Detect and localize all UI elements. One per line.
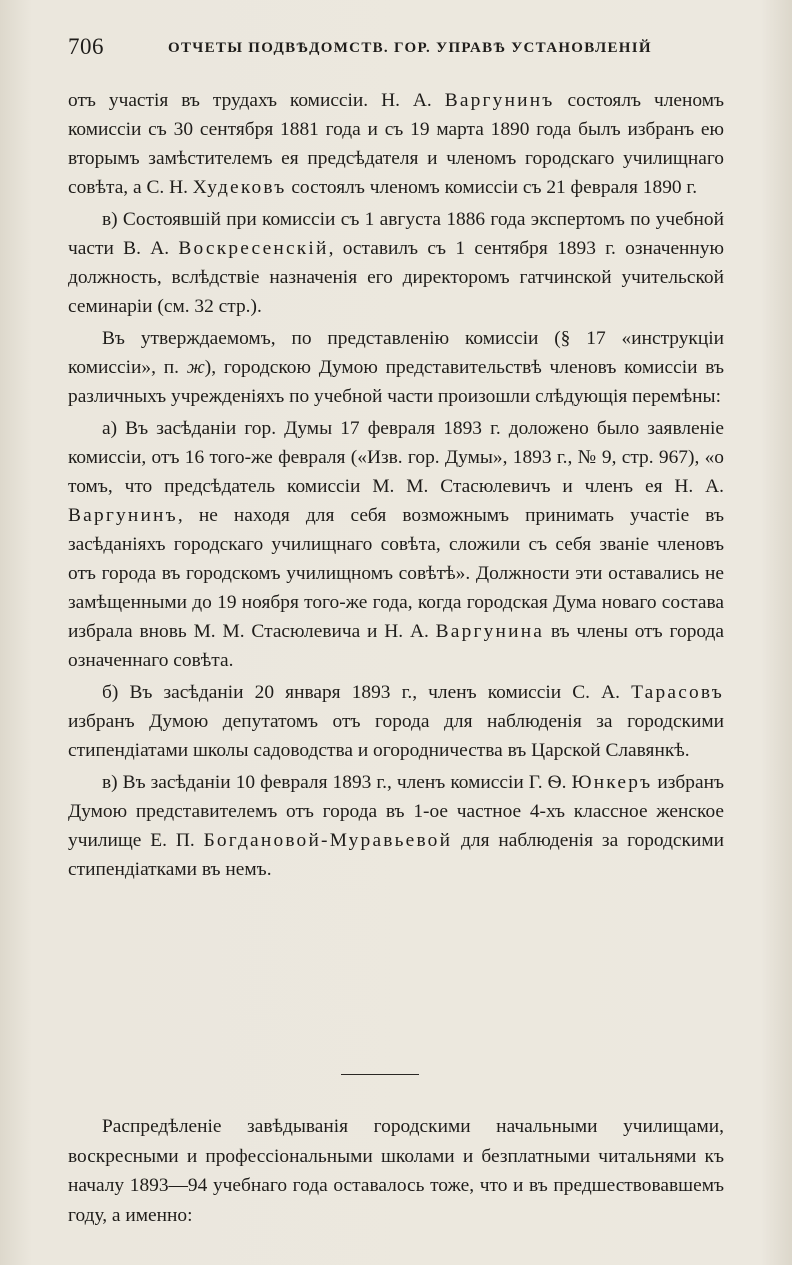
text-run: въ члены отъ города означеннаго совѣта. <box>68 621 724 671</box>
text-run: Въ утверждаемомъ, по представленію комиссіи (§ 17 «инструкціи комиссіи», п. <box>68 328 724 378</box>
text-run: избранъ Думою депутатомъ отъ города для наблюденія за городскими стипендіатами школы садоводства и огородничества въ Царской Славянкѣ. <box>68 711 724 761</box>
spaced-name: Варгунинъ <box>68 505 178 526</box>
paragraph-6 <box>68 768 724 884</box>
text-run: отъ участія въ трудахъ комиссіи. Н. А. <box>68 90 445 111</box>
paragraph-1 <box>68 86 724 202</box>
text-run: в) Состоявшій при комиссіи съ 1 августа 1886 года экспертомъ по учебной части В. А. <box>68 209 724 259</box>
text-run: , не находя для себя возможнымъ принимать участіе въ засѣданіяхъ городскаго училищнаго совѣта, сложили съ себя званіе членовъ отъ города въ городскомъ училищномъ совѣтѣ». Должности эти оставались не замѣщенными до 19 ноября того-же года, когда городская Дума новаго состава избрала вновь М. М. Стасюлевича и Н. А. <box>68 505 724 642</box>
text-run: состоялъ членомъ комиссіи съ 30 сентября 1881 года и съ 19 марта 1890 года былъ избранъ ею вторымъ замѣстителемъ ея предсѣдателя и членомъ городскаго училищнаго совѣта, а С. Н. <box>68 90 725 198</box>
paragraph-5 <box>68 678 724 765</box>
text-run: , оставилъ съ 1 сентября 1893 г. означенную должность, вслѣдствіе назначенія его директоромъ гатчинской учительской семинаріи (см. 32 стр.). <box>68 238 724 317</box>
text-run: состоялъ членомъ комиссіи съ 21 февраля 1890 г. <box>286 177 698 198</box>
text-run: а) Въ засѣданіи гор. Думы 17 февраля 1893 г. доложено было заявленіе комиссіи, отъ 16 того-же февраля («Изв. гор. Думы», 1893 г., № 9, стр. 967), «о томъ, что предсѣдатель комиссіи М. М. Стасюлевичъ и членъ ея Н. А. <box>68 418 724 497</box>
spaced-name: Воскресенскій <box>178 238 329 259</box>
spaced-name: Юнкеръ <box>571 772 653 793</box>
text-run: б) Въ засѣданіи 20 января 1893 г., членъ комиссіи С. А. <box>102 682 632 703</box>
page-header <box>68 34 732 64</box>
spaced-name: Богдановой-Муравьевой <box>203 830 453 851</box>
text-run: в) Въ засѣданіи 10 февраля 1893 г., членъ комиссіи Г. Ѳ. <box>102 772 572 793</box>
page-number: 706 <box>68 34 104 59</box>
spaced-name: Тарасовъ <box>631 682 724 703</box>
spaced-name: Худековъ <box>192 177 287 198</box>
spaced-name: Варгунинъ <box>444 90 555 111</box>
spaced-name: Варгунина <box>435 621 545 642</box>
paragraph-4 <box>68 414 724 675</box>
text-run: для наблюденія за городскими стипендіатками въ немъ. <box>68 830 724 880</box>
running-head: ОТЧЕТЫ ПОДВѢДОМСТВ. ГОР. УПРАВѢ УСТАНОВЛЕНІЙ <box>168 40 652 56</box>
text-run: избранъ Думою представителемъ отъ города въ 1-ое частное 4-хъ классное женское училище Е. П. <box>68 772 724 851</box>
paragraph-2 <box>68 205 724 321</box>
closing-text <box>68 1112 724 1233</box>
paragraph-final: Распредѣленіе завѣдыванія городскими начальными училищами, воскресными и профессіональными школами и безплатными читальнями къ началу 1893—94 учебнаго года оставалось тоже, что и въ предшествовавшемъ году, а именно: <box>68 1116 724 1226</box>
italic-letter: ж <box>186 357 205 378</box>
paragraph-3 <box>68 324 724 411</box>
text-run: ), городскою Думою представительствѣ членовъ комиссіи въ различныхъ учрежденіяхъ по учебной части произошли слѣдующія перемѣны: <box>68 357 724 407</box>
main-text <box>68 86 724 887</box>
section-divider <box>341 1074 419 1075</box>
